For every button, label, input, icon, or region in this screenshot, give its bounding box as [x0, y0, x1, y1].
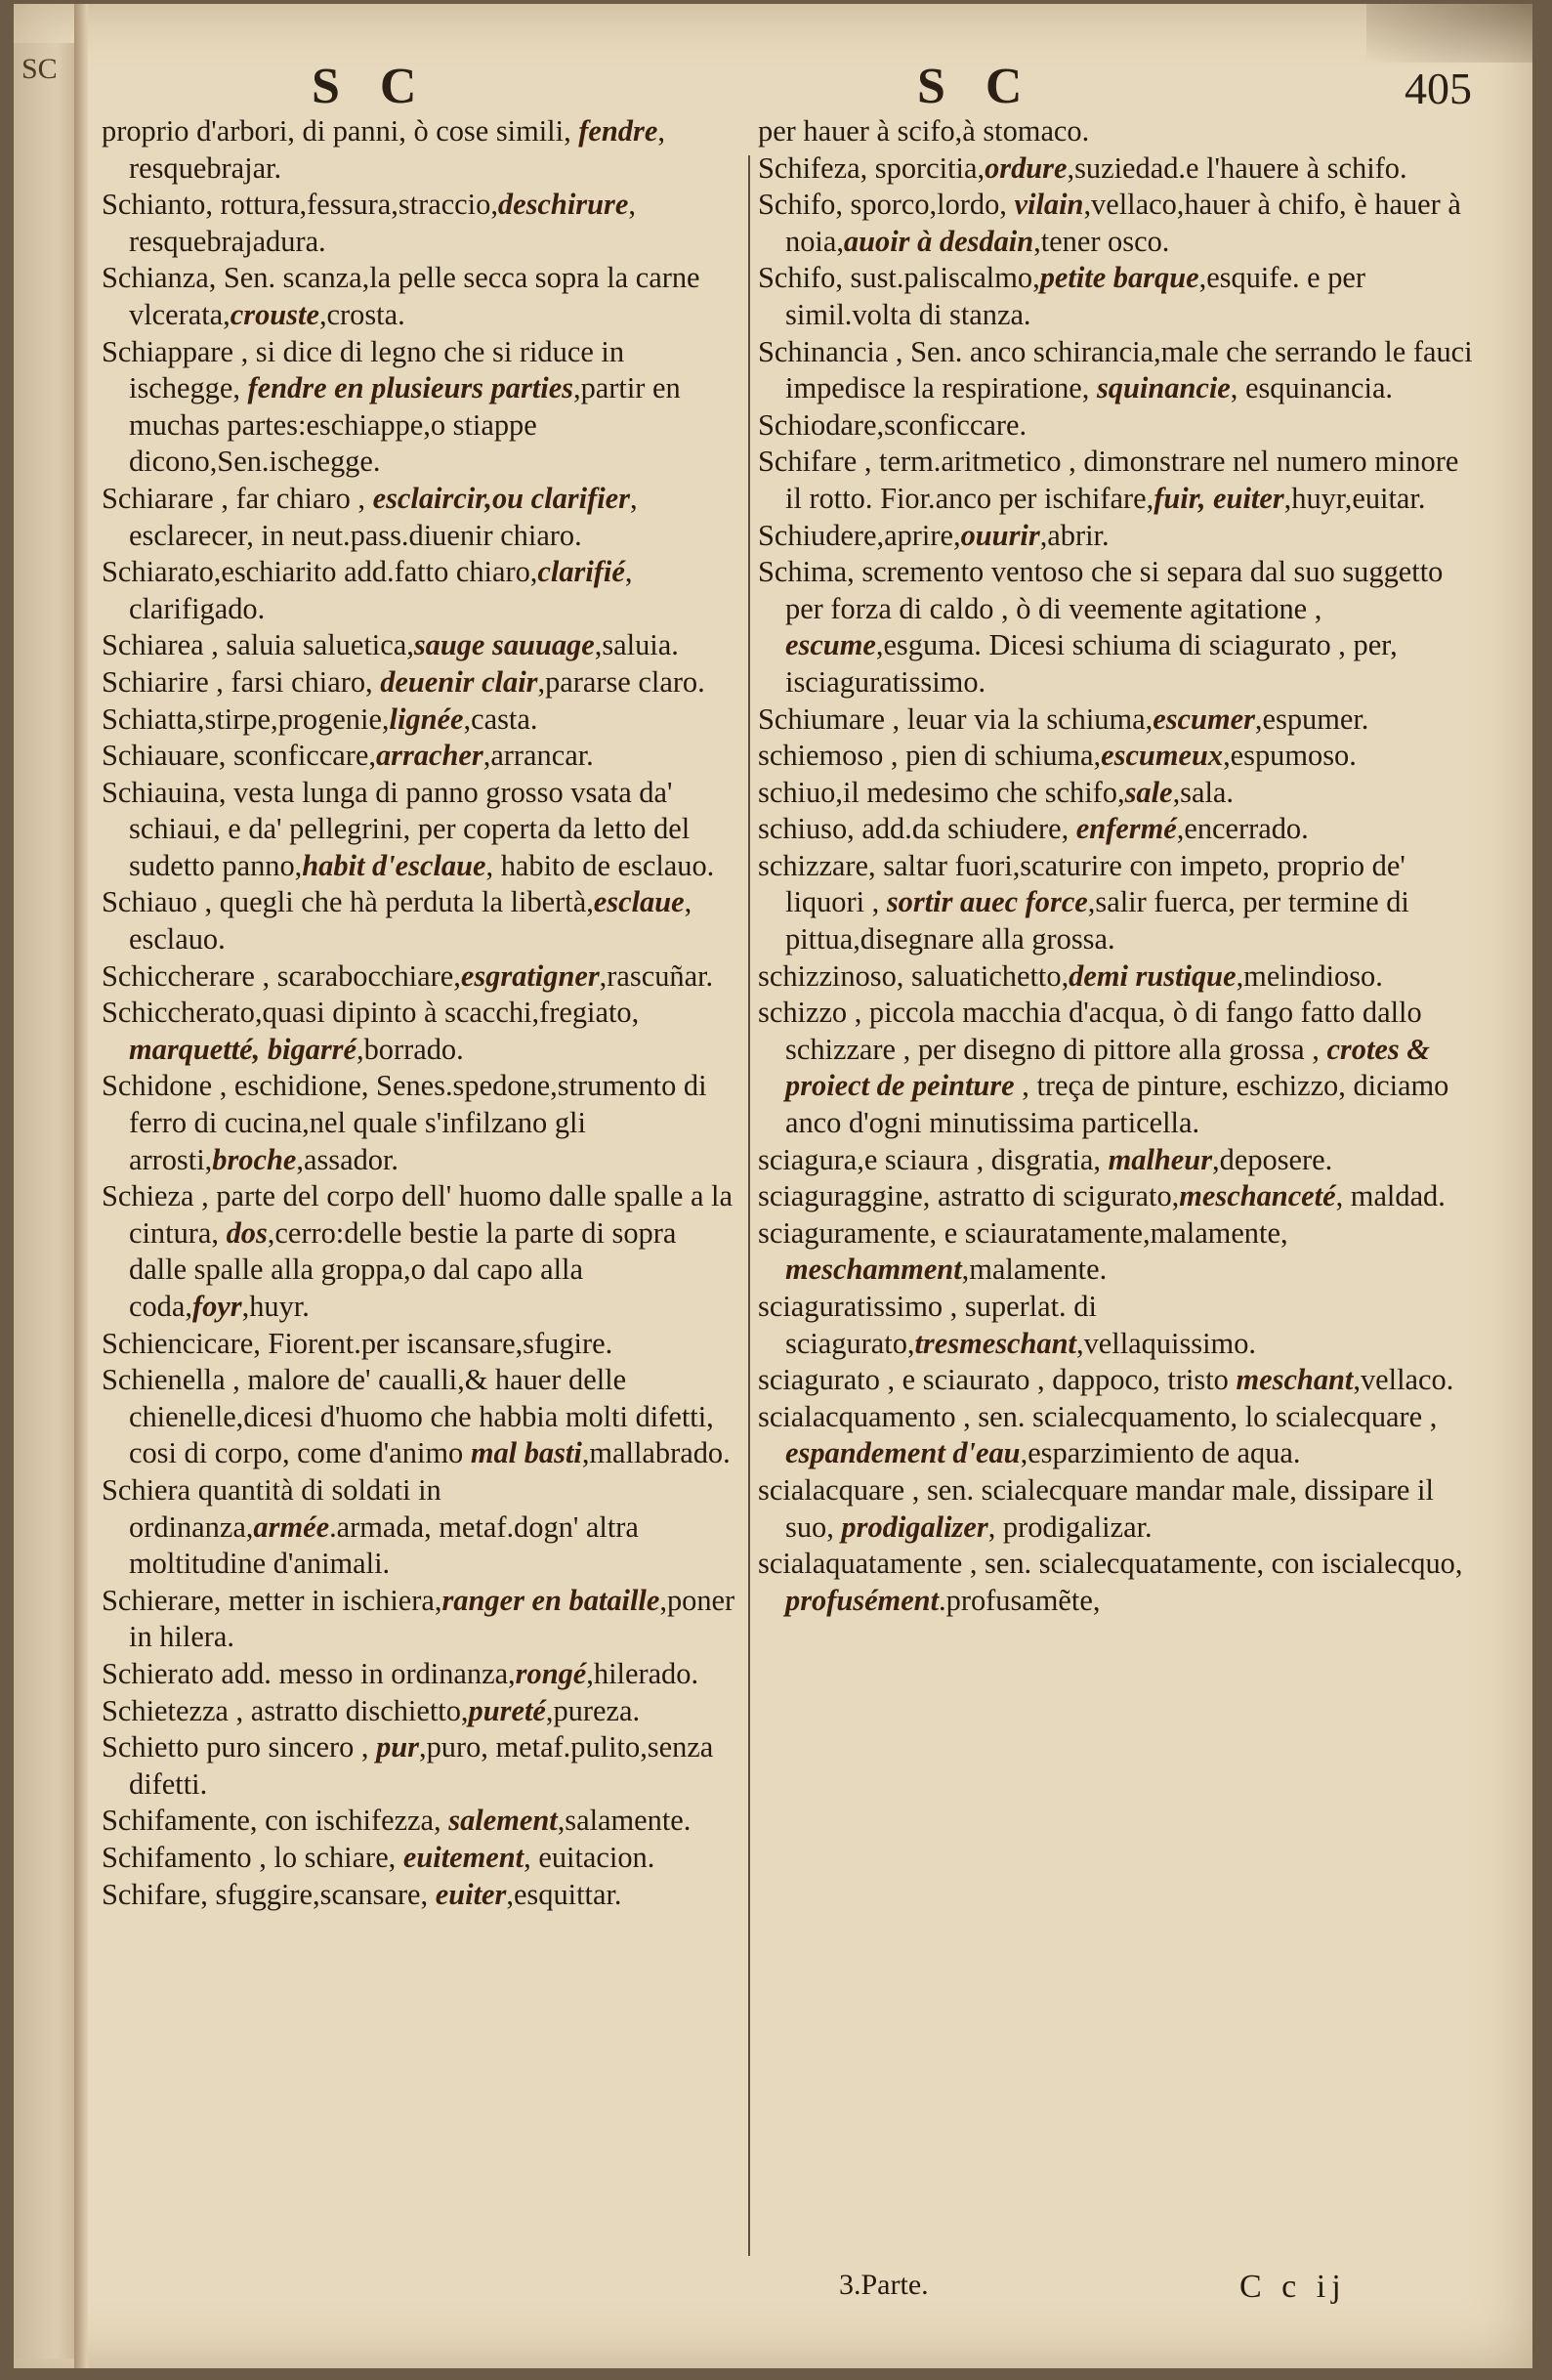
french-term: crouste — [230, 297, 319, 331]
entry-text: schiemoso , pien di schiuma, — [758, 739, 1102, 773]
dictionary-entry — [102, 664, 736, 701]
entry-text: scialacquamento , sen. scialecquamento, lo scialecquare , — [758, 1399, 1438, 1433]
dictionary-entry — [102, 1178, 736, 1325]
french-term: demi rustique — [1069, 958, 1237, 993]
dictionary-entry — [758, 775, 1481, 812]
dictionary-entry — [102, 554, 736, 627]
entry-text: ,vellaco. — [1353, 1363, 1454, 1397]
entry-text: Schiauina, vesta lunga di panno grosso vsata da' schiaui, e da' pellegrini, per coperta da letto del sudetto panno, — [102, 775, 691, 882]
french-term: ouurir — [960, 518, 1040, 552]
dictionary-entry — [758, 150, 1481, 188]
entry-text: Schifo, sust.paliscalmo, — [758, 261, 1040, 295]
entry-text: Schiodare,sconficcare. — [758, 407, 1028, 442]
entry-text: Schiappare , si dice di legno che si riduce in ischegge, — [102, 334, 625, 405]
entry-text: ,mallabrado. — [581, 1436, 731, 1470]
entry-text: Schiccherare , scarabocchiare, — [102, 958, 461, 993]
french-term: meschamment — [785, 1253, 962, 1287]
right-column — [758, 113, 1481, 1619]
entry-text: .armada, metaf.dogn' altra moltitudine d'animali. — [129, 1509, 639, 1581]
dictionary-entry — [102, 1693, 736, 1730]
entry-text: Schifare, sfuggire,scansare, — [102, 1877, 436, 1911]
french-term: rongé — [515, 1656, 587, 1690]
entry-text: , resquebrajar. — [129, 114, 665, 185]
entry-text: sciagurato , e sciaurato , dappoco, tristo — [758, 1363, 1237, 1397]
french-term: esclaue — [593, 885, 685, 919]
edge-text: SC — [21, 53, 58, 85]
entry-text: Schiauare, sconficcare, — [102, 739, 376, 773]
french-term: tresmeschant — [914, 1326, 1076, 1360]
french-term: salement — [448, 1804, 558, 1838]
dictionary-entry — [758, 738, 1481, 775]
corner-stain — [1366, 4, 1532, 63]
entry-text: ,salamente. — [557, 1804, 692, 1838]
entry-text: Schiauo , quegli che hà perduta la libertà, — [102, 885, 594, 919]
entry-text: Schiera quantità di soldati in ordinanza, — [102, 1472, 441, 1544]
entry-text: Schiccherato,quasi dipinto à scacchi,fregiato, — [102, 996, 640, 1030]
entry-text: ,vellaco,hauer à chifo, è hauer à noia, — [785, 188, 1461, 258]
entry-text: Schiudere,aprire, — [758, 518, 961, 552]
dictionary-entry — [102, 958, 736, 996]
entry-text: Schiarato,eschiarito add.fatto chiaro, — [102, 555, 538, 589]
dictionary-entry — [102, 1803, 736, 1840]
dictionary-entry — [102, 775, 736, 885]
left-running-header: S C — [312, 59, 431, 114]
entry-text: , euitacion. — [524, 1840, 655, 1874]
french-term: auoir à desdain — [843, 224, 1034, 258]
dictionary-entry — [102, 1362, 736, 1472]
french-term: euitement — [402, 1840, 524, 1874]
entry-text: schiuso, add.da schiudere, — [758, 812, 1076, 846]
dictionary-entry — [102, 481, 736, 554]
entry-text: Schieza , parte del corpo dell' huomo dalle spalle a la cintura, — [102, 1179, 733, 1250]
entry-text: Schinancia , Sen. anco schirancia,male che serrando le fauci impedisce la respiratione, — [758, 334, 1473, 405]
entry-text: ,encerrado. — [1176, 812, 1309, 846]
entry-text: ,esguma. Dicesi schiuma di sciagurato , per, isciaguratissimo. — [785, 628, 1398, 699]
entry-text: ,abrir. — [1039, 518, 1110, 552]
entry-text: ,sala. — [1172, 775, 1235, 809]
french-term: lignée — [389, 701, 464, 736]
entry-text: Schianza, Sen. scanza,la pelle secca sopra la carne vlcerata, — [102, 261, 700, 331]
french-term: sale — [1124, 775, 1173, 809]
entry-text: Schierare, metter in ischiera, — [102, 1583, 442, 1617]
page-number: 405 — [1405, 64, 1472, 113]
entry-text: schizzinoso, saluatichetto, — [758, 958, 1070, 993]
french-term: crotes & proiect de peinture — [785, 1032, 1430, 1103]
french-term: ordure — [985, 150, 1068, 185]
entry-text: Schifamento , lo schiare, — [102, 1840, 403, 1874]
french-term: escume — [785, 628, 876, 662]
french-term: profusément — [785, 1583, 940, 1617]
french-term: vilain — [1014, 188, 1084, 222]
entry-text: , habito de esclauo. — [485, 848, 715, 882]
entry-text: Schiencicare, Fiorent.per iscansare,sfugire. — [102, 1326, 613, 1360]
entry-text: , maldad. — [1335, 1179, 1446, 1213]
entry-text: , resquebrajadura. — [129, 188, 636, 258]
french-term: fendre — [578, 114, 658, 148]
french-term: marquetté, bigarré — [129, 1032, 357, 1066]
entry-text: , treça de pinture, eschizzo, diciamo anco d'ogni minutissima particella. — [785, 1069, 1449, 1140]
dictionary-entry — [102, 1472, 736, 1583]
french-term: sortir auec force — [886, 885, 1088, 919]
french-term: sauge sauuage — [413, 628, 595, 662]
dictionary-entry — [758, 1362, 1481, 1399]
dictionary-page — [14, 4, 1532, 2368]
french-term: dos — [226, 1215, 268, 1250]
entry-text: per hauer à scifo,à stomaco. — [758, 114, 1090, 148]
dictionary-entry — [758, 518, 1481, 555]
entry-text: Schifare , term.aritmetico , dimonstrare nel numero minore il rotto. Fior.anco per ischifare, — [758, 445, 1459, 515]
french-term: esgratigner — [460, 958, 600, 993]
dictionary-entry — [758, 407, 1481, 445]
dictionary-entry — [758, 444, 1481, 517]
french-term: prodigalizer — [841, 1509, 988, 1544]
entry-text: schizzare, saltar fuori,scaturire con impeto, proprio de' liquori , — [758, 848, 1405, 919]
entry-text: Schietezza , astratto dischietto, — [102, 1693, 469, 1727]
dictionary-entry — [102, 738, 736, 775]
french-term: pureté — [468, 1693, 546, 1727]
entry-text: ,borrado. — [357, 1032, 464, 1066]
entry-text: ,huyr,euitar. — [1283, 481, 1426, 515]
entry-text: ,hilerado. — [586, 1656, 699, 1690]
entry-text: sciaguramente, e sciauratamente,malamente, — [758, 1215, 1288, 1250]
entry-text: Schiarire , farsi chiaro, — [102, 664, 381, 699]
entry-text: Schienella , malore de' caualli,& hauer delle chienelle,dicesi d'huomo che habbia molti difetti, cosi di corpo, come d'animo — [102, 1363, 714, 1470]
french-term: esclaircir,ou clarifier — [372, 481, 630, 515]
dictionary-entry — [758, 1215, 1481, 1289]
dictionary-entry — [758, 260, 1481, 333]
dictionary-entry — [102, 995, 736, 1068]
entry-text: ,suziedad.e l'hauere à schifo. — [1067, 150, 1407, 185]
dictionary-entry — [102, 260, 736, 333]
book-gutter — [74, 4, 88, 2368]
entry-text: , clarifigado. — [129, 555, 633, 625]
column-divider — [748, 155, 750, 2256]
dictionary-entry — [758, 958, 1481, 996]
dictionary-entry — [102, 113, 736, 187]
entry-text: Schierato add. messo in ordinanza, — [102, 1656, 516, 1690]
dictionary-entry — [758, 701, 1481, 739]
dictionary-entry — [758, 187, 1481, 260]
dictionary-entry — [758, 1289, 1481, 1362]
dictionary-entry — [758, 995, 1481, 1141]
dictionary-entry — [102, 701, 736, 739]
entry-text: ,esparzimiento de aqua. — [1020, 1436, 1301, 1470]
entry-text: ,rascuñar. — [599, 958, 714, 993]
dictionary-entry — [758, 1178, 1481, 1215]
entry-text: Schietto puro sincero , — [102, 1730, 377, 1764]
dictionary-entry — [758, 848, 1481, 958]
entry-text: ,tener osco. — [1033, 224, 1170, 258]
entry-text: Schifeza, sporcitia, — [758, 150, 986, 185]
entry-text: ,pureza. — [545, 1693, 641, 1727]
dictionary-entry — [102, 334, 736, 481]
entry-text: sciaguraggine, astratto di scigurato, — [758, 1179, 1180, 1213]
entry-text: , prodigalizar. — [987, 1509, 1153, 1544]
french-term: deschirure — [497, 188, 629, 222]
dictionary-entry — [758, 113, 1481, 150]
entry-text: ,espumoso. — [1223, 739, 1357, 773]
french-term: espandement d'eau — [785, 1436, 1021, 1470]
entry-text: ,cerro:delle bestie la parte di sopra dalle spalle alla groppa,o dal capo alla coda, — [129, 1215, 677, 1323]
dictionary-entry — [102, 1583, 736, 1656]
entry-text: sciagura,e sciaura , disgratia, — [758, 1142, 1109, 1176]
french-term: enfermé — [1075, 812, 1177, 846]
french-term: habit d'esclaue — [302, 848, 486, 882]
entry-text: ,poner in hilera. — [129, 1583, 735, 1654]
right-running-header: S C — [917, 59, 1036, 114]
entry-text: Schiarea , saluia saluetica, — [102, 628, 414, 662]
entry-text: Schifamente, con ischifezza, — [102, 1804, 449, 1838]
entry-text: ,pararse claro. — [537, 664, 705, 699]
french-term: foyr — [191, 1290, 242, 1323]
previous-page-edge — [14, 43, 76, 2359]
left-column — [102, 113, 736, 1913]
entry-text: Schidone , eschidione, Senes.spedone,strumento di ferro di cucina,nel quale s'infilzano gli arrosti, — [102, 1069, 707, 1176]
dictionary-entry — [102, 884, 736, 957]
entry-text: proprio d'arbori, di panni, ò cose simili, — [102, 114, 579, 148]
footer-signature: C c ij — [1239, 2269, 1347, 2305]
entry-text: ,melindioso. — [1236, 958, 1383, 993]
french-term: euiter — [435, 1877, 507, 1911]
entry-text: Schiarare , far chiaro , — [102, 481, 373, 515]
french-term: deuenir clair — [380, 664, 538, 699]
dictionary-entry — [758, 1546, 1481, 1619]
french-term: meschanceté — [1179, 1179, 1336, 1213]
dictionary-entry — [102, 1840, 736, 1877]
footer-part-label: 3.Parte. — [839, 2269, 929, 2301]
dictionary-entry — [758, 334, 1481, 407]
entry-text: ,partir en muchas partes:eschiappe,o stiappe dicono,Sen.ischegge. — [129, 371, 681, 479]
entry-text: Schiumare , leuar via la schiuma, — [758, 701, 1154, 736]
dictionary-entry — [102, 1877, 736, 1914]
dictionary-entry — [758, 1472, 1481, 1546]
entry-text: schizzo , piccola macchia d'acqua, ò di fango fatto dallo schizzare , per disegno di pittore alla grossa , — [758, 996, 1422, 1066]
french-term: broche — [212, 1142, 297, 1176]
entry-text: scialaquatamente , sen. scialecquatamente, con iscialecquo, — [758, 1547, 1463, 1581]
dictionary-entry — [758, 1399, 1481, 1472]
entry-text: Schianto, rottura,fessura,straccio, — [102, 188, 498, 222]
entry-text: , esquinancia. — [1230, 371, 1394, 405]
dictionary-entry — [102, 627, 736, 664]
entry-text: ,espumer. — [1254, 701, 1369, 736]
entry-text: Schiatta,stirpe,progenie, — [102, 701, 390, 736]
entry-text: ,malamente. — [961, 1253, 1108, 1287]
french-term: pur — [376, 1730, 419, 1764]
french-term: ranger en bataille — [441, 1583, 660, 1617]
entry-text: ,saluia. — [594, 628, 679, 662]
dictionary-entry — [102, 1068, 736, 1178]
french-term: fendre en plusieurs parties — [247, 371, 574, 405]
dictionary-entry — [102, 1326, 736, 1363]
french-term: clarifié — [537, 555, 625, 589]
french-term: arracher — [375, 739, 483, 773]
entry-text: , esclauo. — [129, 885, 692, 956]
french-term: meschant — [1236, 1363, 1354, 1397]
entry-text: ,crosta. — [318, 297, 405, 331]
french-term: petite barque — [1039, 261, 1199, 295]
entry-text: Schifo, sporco,lordo, — [758, 188, 1015, 222]
entry-text: , esclarecer, in neut.pass.diuenir chiaro. — [129, 481, 638, 552]
entry-text: ,arrancar. — [482, 739, 594, 773]
entry-text: ,salir fuerca, per termine di pittua,disegnare alla grossa. — [785, 885, 1409, 956]
french-term: malheur — [1108, 1142, 1213, 1176]
entry-text: Schima, scremento ventoso che si separa dal suo suggetto per forza di caldo , ò di veemente agitatione , — [758, 555, 1444, 625]
entry-text: .profusamẽte, — [939, 1583, 1101, 1617]
french-term: mal basti — [470, 1436, 582, 1470]
dictionary-entry — [758, 1142, 1481, 1179]
dictionary-entry — [102, 1656, 736, 1693]
entry-text: ,puro, metaf.pulito,senza difetti. — [129, 1730, 714, 1801]
entry-text: ,esquittar. — [506, 1877, 622, 1911]
dictionary-entry — [102, 1729, 736, 1803]
entry-text: scialacquare , sen. scialecquare mandar male, dissipare il suo, — [758, 1472, 1434, 1544]
dictionary-entry — [102, 187, 736, 260]
entry-text: sciaguratissimo , superlat. di sciagurato, — [758, 1290, 1097, 1360]
french-term: escumer — [1153, 701, 1255, 736]
entry-text: ,assador. — [296, 1142, 399, 1176]
french-term: fuir, euiter — [1154, 481, 1284, 515]
entry-text: ,casta. — [463, 701, 538, 736]
french-term: armée — [253, 1509, 330, 1544]
entry-text: ,deposere. — [1212, 1142, 1333, 1176]
entry-text: ,esquife. e per simil.volta di stanza. — [785, 261, 1366, 331]
dictionary-entry — [758, 554, 1481, 701]
entry-text: ,vellaquissimo. — [1075, 1326, 1256, 1360]
french-term: escumeux — [1101, 739, 1224, 773]
dictionary-entry — [758, 811, 1481, 848]
entry-text: schiuo,il medesimo che schifo, — [758, 775, 1125, 809]
french-term: squinancie — [1096, 371, 1231, 405]
entry-text: ,huyr. — [241, 1290, 310, 1323]
